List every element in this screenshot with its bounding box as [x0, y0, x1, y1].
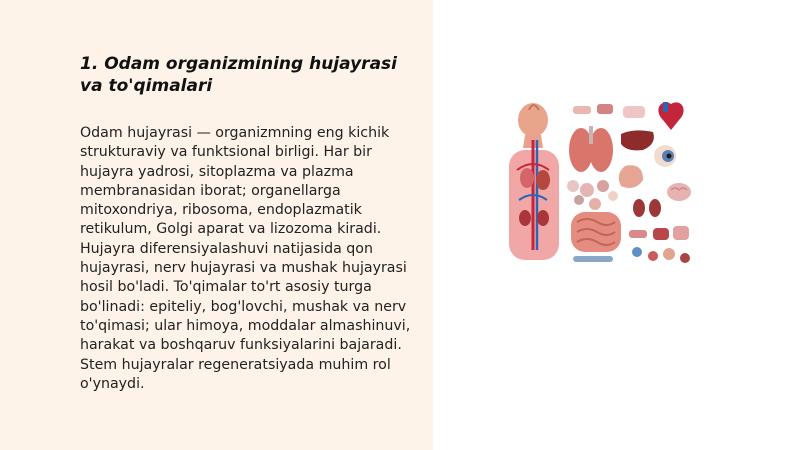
liver-organ [621, 130, 654, 150]
human-anatomy-illustration [503, 100, 697, 270]
kidneys-organ [633, 199, 661, 217]
heart-organ [658, 102, 683, 130]
intestines-organ [571, 212, 621, 252]
slide-title: 1. Odam organizmining hujayrasi va to'qimalari [80, 54, 397, 96]
lungs-organ [569, 126, 613, 172]
cells-cluster [567, 180, 618, 210]
brain-organ [667, 183, 691, 201]
slide-body-text: Odam hujayrasi — organizmning eng kichik strukturaviy va funktsional birligi. Har bir hujayra yadrosi, sitoplazma va plazma membranasidan iborat; organellarga mitoxondriya, ribosoma, endoplazmatik retikulum, Golgi aparat va lizozoma kiradi. Hujayra diferensiyalashuvi natijasida qon hujayrasi, nerv hujayrasi va mushak hujayrasi hosil bo'ladi. To'qimalar to'rt asosiy turga bo'linadi: epiteliy, bog'lovchi, mushak va nerv to'qimasi; ular himoya, moddalar almashinuvi, harakat va boshqaruv funksiyalarini bajaradi. Stem hujayralar regeneratsiyada muhim rol o'ynaydi. [80, 125, 411, 392]
eye-organ [654, 145, 676, 167]
anatomy-organs-image [503, 100, 697, 270]
human-body-figure [509, 103, 559, 260]
stomach-organ [619, 165, 643, 188]
